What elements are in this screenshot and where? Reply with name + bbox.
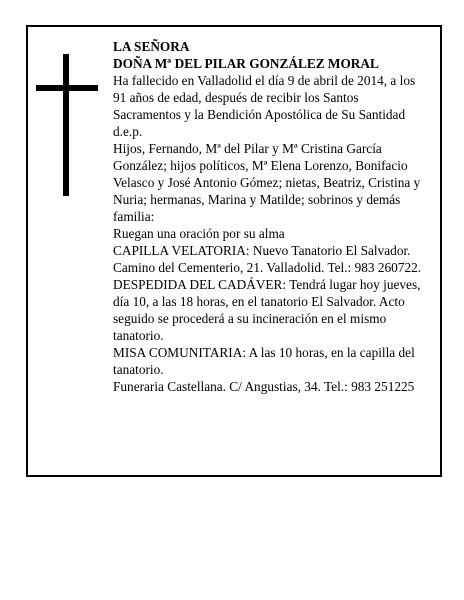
farewell-info: DESPEDIDA DEL CADÁVER: Tendrá lugar hoy jueves, día 10, a las 18 horas, en el tanatorio El Salvador. Acto seguido se procederá a su incineración en el mismo tanatorio. (113, 277, 421, 343)
deceased-name: DOÑA Mª DEL PILAR GONZÁLEZ MORAL (113, 56, 379, 71)
chapel-info: CAPILLA VELATORIA: Nuevo Tanatorio El Salvador. Camino del Cementerio, 21. Valladolid. Tel.: 983 260722. (113, 243, 422, 275)
cross-vertical-bar (63, 54, 69, 196)
notice-text (113, 38, 427, 395)
prayer-request: Ruegan una oración por su alma (113, 226, 285, 241)
cross-horizontal-bar (36, 85, 98, 91)
notice-title: LA SEÑORA (113, 39, 190, 54)
mass-info: MISA COMUNITARIA: A las 10 horas, en la capilla del tanatorio. (113, 345, 415, 377)
family-list: Hijos, Fernando, Mª del Pilar y Mª Cristina García González; hijos políticos, Mª Elena Lorenzo, Bonifacio Velasco y José Antonio Gómez; nietas, Beatriz, Cristina y Nuria; hermanas, Marina y Matilde; sobrinos y demás familia: (113, 141, 421, 224)
cross-icon (36, 54, 98, 196)
death-announcement: Ha fallecido en Valladolid el día 9 de abril de 2014, a los 91 años de edad, después de recibir los Santos Sacramentos y la Bendición Apostólica de Su Santidad d.e.p. (113, 73, 416, 139)
funeral-home-info: Funeraria Castellana. C/ Angustias, 34. Tel.: 983 251225 (113, 379, 415, 394)
